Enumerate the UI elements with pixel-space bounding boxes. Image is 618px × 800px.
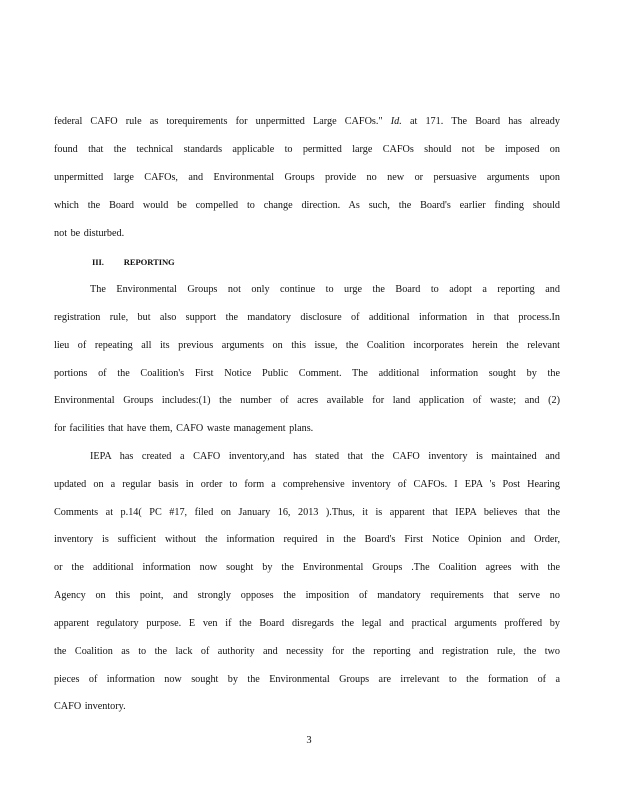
paragraph-1-line-3: unpermitted large CAFOs, and Environmental Groups provide no new or persuasive arguments upon — [54, 172, 560, 183]
section-number: III. — [92, 257, 104, 267]
paragraph-1-line-2: found that the technical standards applicable to permitted large CAFOs should not be imposed on — [54, 144, 560, 155]
paragraph-3-line-9: pieces of information now sought by the Environmental Groups are irrelevant to the formation of a — [54, 674, 560, 685]
section-heading — [92, 256, 175, 268]
paragraph-1-line-1: federal CAFO rule as torequirements for unpermitted Large CAFOs." Id. at 171. The Board has already — [54, 116, 560, 127]
paragraph-3-line-3: Comments at p.14( PC #17, filed on January 16, 2013 ).Thus, it is apparent that IEPA believes that the — [54, 507, 560, 518]
citation-id: Id. — [390, 116, 402, 127]
paragraph-2-line-1: The Environmental Groups not only continue to urge the Board to adopt a reporting and — [90, 284, 560, 295]
page-number: 3 — [306, 735, 312, 746]
paragraph-2-line-2: registration rule, but also support the mandatory disclosure of additional information in that process.In — [54, 312, 560, 323]
paragraph-3-line-8: the Coalition as to the lack of authority and necessity for the reporting and registration rule, the two — [54, 646, 560, 657]
paragraph-2-line-4: portions of the Coalition's First Notice Public Comment. The additional information sought by the — [54, 368, 560, 379]
paragraph-2-line-6: for facilities that have them, CAFO waste management plans. — [54, 423, 314, 434]
paragraph-3-line-6: Agency on this point, and strongly opposes the imposition of mandatory requirements that serve no — [54, 590, 560, 601]
paragraph-3-line-2: updated on a regular basis in order to form a comprehensive inventory of CAFOs. I EPA 's Post Hearing — [54, 479, 560, 490]
paragraph-3-line-4: inventory is sufficient without the information required in the Board's First Notice Opinion and Order, — [54, 534, 560, 545]
paragraph-2-line-3: lieu of repeating all its previous arguments on this issue, the Coalition incorporates herein the relevant — [54, 340, 560, 351]
paragraph-1-line-5: not be disturbed. — [54, 228, 125, 239]
paragraph-3-line-1: IEPA has created a CAFO inventory,and has stated that the CAFO inventory is maintained and — [90, 451, 560, 462]
paragraph-3-line-10: CAFO inventory. — [54, 701, 126, 712]
paragraph-2-line-5: Environmental Groups includes:(1) the number of acres available for land application of waste; and (2) — [54, 395, 560, 406]
paragraph-3-line-5: or the additional information now sought by the Environmental Groups .The Coalition agrees with the — [54, 562, 560, 573]
paragraph-3-line-7: apparent regulatory purpose. E ven if the Board disregards the legal and practical arguments proffered by — [54, 618, 560, 629]
paragraph-1-line-4: which the Board would be compelled to change direction. As such, the Board's earlier finding should — [54, 200, 560, 211]
section-title: REPORTING — [123, 257, 175, 267]
